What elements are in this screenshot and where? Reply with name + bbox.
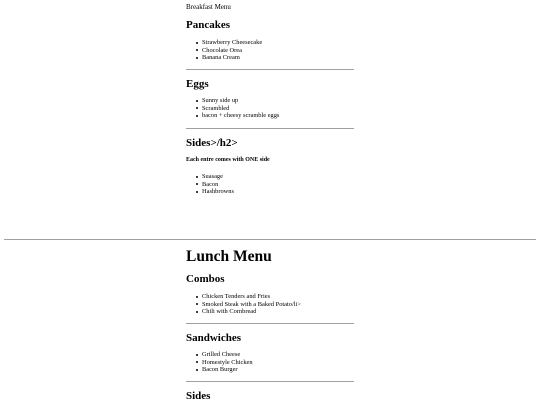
eggs-list <box>186 97 279 120</box>
list-item: bacon + cheesy scramble eggs <box>202 112 280 119</box>
section-heading-combos: Combos <box>186 273 225 285</box>
section-heading-eggs: Eggs <box>186 78 209 90</box>
divider <box>186 381 354 382</box>
list-item: Smoked Steak with a Baked Potato/li> <box>202 300 301 308</box>
list-item: Hashbrowns <box>202 188 234 195</box>
divider <box>186 69 354 70</box>
divider <box>186 128 354 129</box>
list-item: Sunny side up <box>202 97 279 105</box>
sandwiches-list <box>186 351 253 374</box>
divider <box>186 323 354 324</box>
section-heading-lunch-sides: Sides <box>186 390 211 402</box>
list-item: Chili with Cornbread <box>202 308 301 316</box>
list-item: Grilled Cheese <box>202 351 253 359</box>
combos-list <box>186 293 301 316</box>
lunch-title: Lunch Menu <box>186 248 272 265</box>
list-item: Chicken Tenders and Fries <box>202 293 301 301</box>
section-heading-sandwiches: Sandwiches <box>186 332 242 344</box>
list-item: Bacon Burger <box>202 366 253 374</box>
sides-list <box>186 173 234 196</box>
list-item: Suasage <box>202 173 234 181</box>
list-item: Bacon <box>202 181 234 189</box>
list-item: Banana Cream <box>202 54 262 62</box>
menu-divider <box>4 239 536 240</box>
list-item: Homestyle Chicken <box>202 358 253 366</box>
list-item: Chocolate Orea <box>202 47 262 55</box>
list-item: Strawberry Cheesecake <box>202 39 263 46</box>
breakfast-title: Breakfast Menu <box>186 3 231 11</box>
section-heading-pancakes: Pancakes <box>186 19 230 31</box>
sides-note: Each entre comes with ONE side <box>186 157 270 163</box>
section-heading-sides: Sides>/h2> <box>186 137 238 149</box>
list-item: Scrambled <box>202 105 279 113</box>
pancakes-list <box>186 39 262 62</box>
